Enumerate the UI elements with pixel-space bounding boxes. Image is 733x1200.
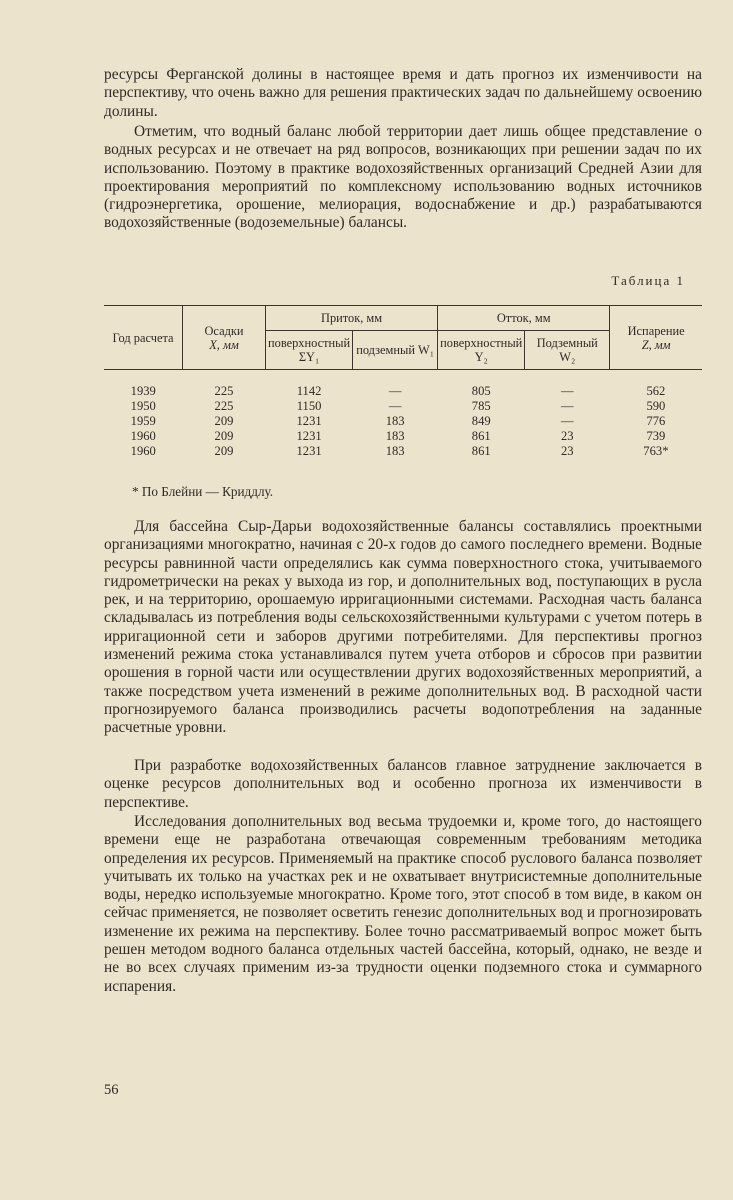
header-surface-inflow: поверхностный ΣY₁ [266, 331, 353, 370]
page-number: 56 [104, 1082, 119, 1098]
header-surface-outflow: поверхностный Y₂ [438, 331, 525, 370]
header-precip: Осадки X, мм [183, 306, 266, 370]
table-footnote: * По Блейни — Криддлу. [132, 484, 274, 499]
paragraph-1: ресурсы Ферганской долины в настоящее время и дать прогноз их изменчивости на перспективу, что очень важно для решения практических задач по дальнейшему освоению долины. [104, 66, 702, 120]
paragraph-difficulty [104, 757, 702, 812]
header-inflow: Приток, мм [266, 306, 438, 331]
paragraph-3: Для бассейна Сыр-Дарьи водохозяйственные балансы составлялись проектными организациями многократно, начиная с 20-х годов до самого последнего времени. Водные ресурсы равнинной части определялись как сумма поверхностного стока, учитываемого гидрометрически на реках у выхода из гор, и дополнительных вод, поступающих в русла рек, и на территорию, орошаемую ирригационными системами. Расходная часть баланса складывалась из потребления воды сельскохозяйственными культурами с учетом потерь в ирригационной сети и заборов другими потребителями. Для перспективы прогноз изменений режима стока устанавливался путем учета отборов и сбросов при развитии орошения в горной части или осуществлении других водохозяйственных мероприятий, а также посредством учета изменений в режиме дополнительных вод. В расходной части прогнозируемого баланса производились расчеты водопотребления на заданные расчетные уровни. [104, 518, 702, 737]
paragraph-5: Исследования дополнительных вод весьма трудоемки и, кроме того, до настоящего времени еще не разработана отвечающая современным требованиям методика определения их ресурсов. Применяемый на практике способ руслового баланса позволяет учитывать их только на участках рек и не охватывает внутрисистемные дополнительные воды, нередко используемые многократно. Кроме того, этот способ в том виде, в каком он сейчас применяется, не позволяет осветить генезис дополнительных вод и прогнозировать изменение их режима на перспективу. Более точно рассматриваемый вопрос может быть решен методом водного баланса отдельных частей бассейна, который, однако, не везде и не во всех случаях применим из-за трудности оценки подземного стока и суммарного испарения. [104, 813, 702, 995]
table-row: 1939 225 1142 — 805 — 562 [130, 384, 666, 398]
header-outflow: Отток, мм [438, 306, 610, 331]
header-year: Год расчета [104, 306, 183, 370]
table-row: 1950 225 1150 — 785 — 590 [130, 399, 666, 413]
paragraph-4: При разработке водохозяйственных балансов главное затруднение заключается в оценке ресурсов дополнительных вод и особенно прогноза их изменчивости в перспективе. [104, 757, 702, 811]
water-balance-table [104, 305, 702, 459]
paragraph-intro [104, 66, 702, 121]
paragraph-2: Отметим, что водный баланс любой территории дает лишь общее представление о водных ресурсах и не отвечает на ряд вопросов, возникающих при решении задач по их использованию. Поэтому в практике водохозяйственных организаций Средней Азии для проектирования мероприятий по комплексному использованию водных источников (гидроэнергетика, орошение, мелиорация, водоснабжение и др.) разрабатываются водохозяйственные (водоземельные) балансы. [104, 123, 702, 232]
paragraph-research [104, 813, 702, 996]
header-evap: Испарение Z, мм [610, 306, 702, 370]
paragraph-syr-darya [104, 518, 702, 738]
paragraph-water-balance [104, 123, 702, 233]
table-row: 1960 209 1231 183 861 23 739 [130, 429, 666, 443]
table-row: 1960 209 1231 183 861 23 763* [130, 444, 669, 458]
table-label: Таблица 1 [611, 273, 685, 288]
header-underground-outflow: Подземный W₂ [525, 331, 610, 370]
header-underground-inflow: подземный W₁ [353, 331, 438, 370]
table-row: 1959 209 1231 183 849 — 776 [130, 414, 666, 428]
